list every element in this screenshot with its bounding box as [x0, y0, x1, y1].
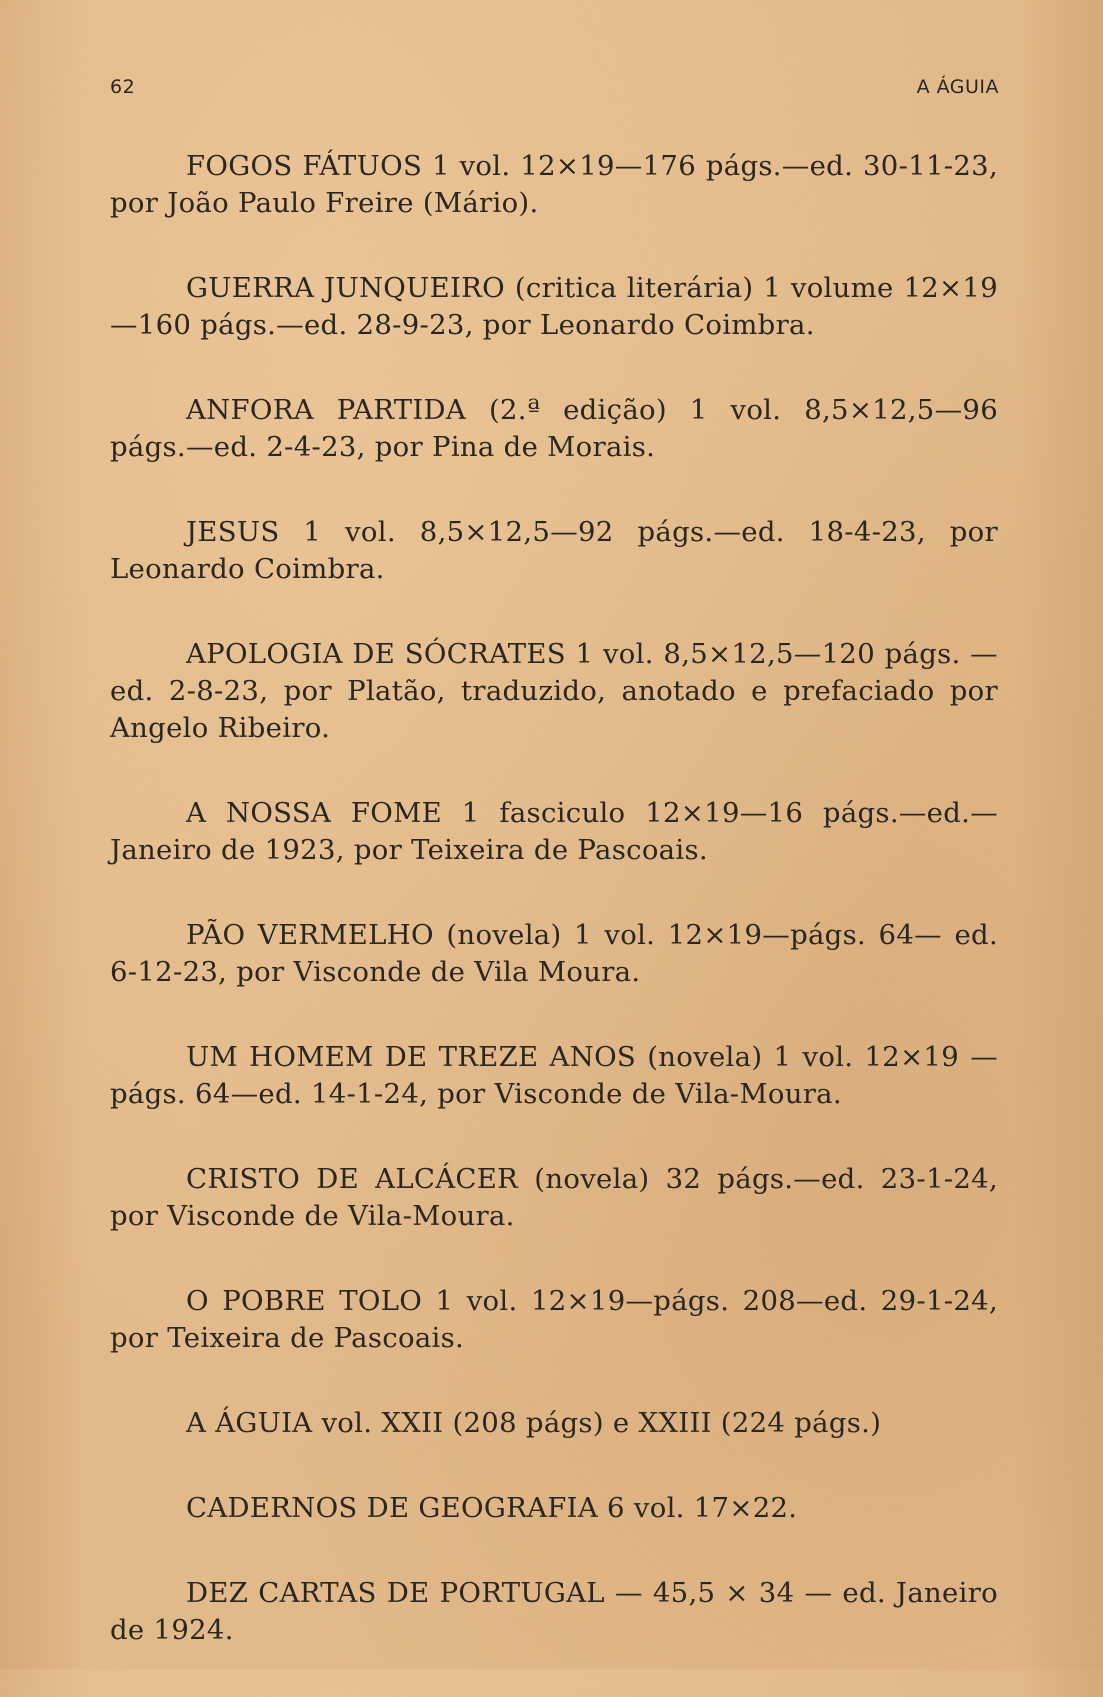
catalog-entry: PÃO VERMELHO (novela) 1 vol. 12×19—págs. 64— ed. 6-12-23, por Visconde de Vila Moura.: [110, 919, 998, 988]
page-number: 62: [110, 76, 136, 98]
catalog-entry: APOLOGIA DE SÓCRATES 1 vol. 8,5×12,5—120 págs. —ed. 2-8-23, por Platão, traduzido, anotado e prefaciado por Angelo Ribeiro.: [110, 638, 998, 744]
catalog-entry: O POBRE TOLO 1 vol. 12×19—págs. 208—ed. 29-1-24, por Teixeira de Pascoais.: [110, 1285, 998, 1354]
catalog-entries: [110, 148, 998, 1697]
catalog-entry: GUERRA JUNQUEIRO (critica literária) 1 volume 12×19—160 págs.—ed. 28-9-23, por Leonardo Coimbra.: [110, 272, 998, 341]
catalog-entry: DEZ CARTAS DE PORTUGAL — 45,5 × 34 — ed. Janeiro de 1924.: [110, 1577, 998, 1646]
catalog-entry: A ÁGUIA vol. XXII (208 págs) e XXIII (224 págs.): [186, 1407, 882, 1439]
catalog-entry: UM HOMEM DE TREZE ANOS (novela) 1 vol. 12×19 —págs. 64—ed. 14-1-24, por Visconde de Vila-Moura.: [110, 1041, 998, 1110]
running-head: [110, 72, 999, 102]
catalog-entry: FOGOS FÁTUOS 1 vol. 12×19—176 págs.—ed. 30-11-23, por João Paulo Freire (Mário).: [110, 150, 998, 219]
catalog-entry: A NOSSA FOME 1 fasciculo 12×19—16 págs.—ed.— Janeiro de 1923, por Teixeira de Pascoais.: [110, 797, 998, 866]
catalog-entry: ANFORA PARTIDA (2.ª edição) 1 vol. 8,5×12,5—96 págs.—ed. 2-4-23, por Pina de Morais.: [110, 394, 998, 463]
catalog-entry: CADERNOS DE GEOGRAFIA 6 vol. 17×22.: [186, 1492, 798, 1524]
catalog-entry: JESUS 1 vol. 8,5×12,5—92 págs.—ed. 18-4-23, por Leonardo Coimbra.: [110, 516, 998, 585]
catalog-entry: CRISTO DE ALCÁCER (novela) 32 págs.—ed. 23-1-24, por Visconde de Vila-Moura.: [110, 1163, 998, 1232]
running-title: A ÁGUIA: [916, 76, 999, 98]
